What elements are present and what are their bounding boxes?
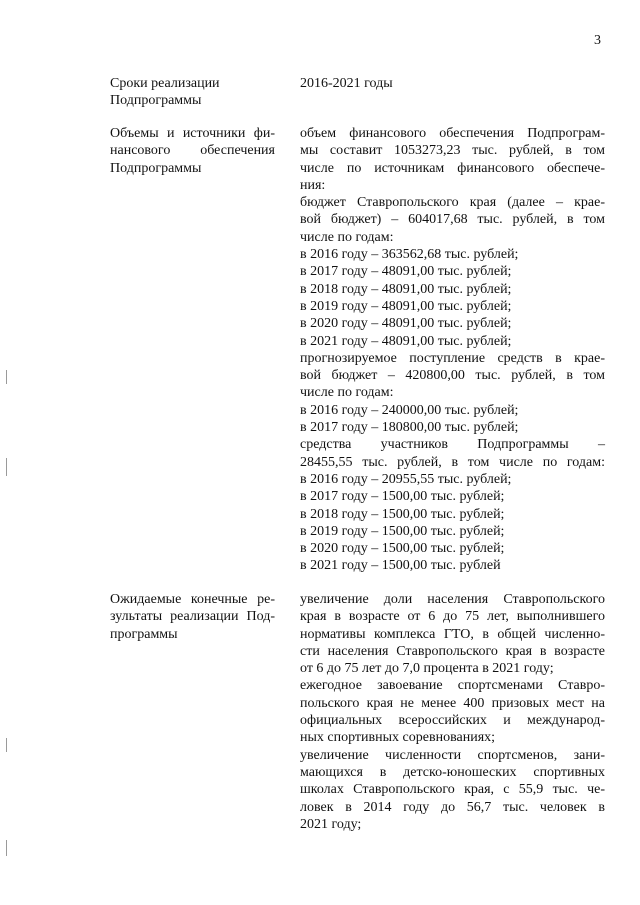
text-line: в 2021 году – 1500,00 тыс. рублей [300,558,501,574]
text-line: нансового обеспечения [110,143,275,159]
text-line: в 2019 году – 1500,00 тыс. рублей; [300,523,505,539]
text-line: объем финансового обеспечения Подпрограм- [300,126,605,141]
text-line: числе по источникам финансового обеспече- [300,160,605,176]
text-line: вой бюджет – 420800,00 тыс. рублей, в том [300,368,605,384]
text-line: мающихся в детско-юношеских спортивных [300,764,605,780]
text-line: 28455,55 тыс. рублей, в том числе по годам: [300,454,605,470]
text-line: польского края не менее 400 призовых мест на [300,695,605,711]
text-line: прогнозируемое поступление средств в крае- [300,350,605,366]
text-line: в 2016 году – 363562,68 тыс. рублей; [300,247,519,263]
text-line: ния: [300,177,326,193]
text-line: от 6 до 75 лет до 7,0 процента в 2021 году; [300,661,554,677]
text-line: в 2021 году – 48091,00 тыс. рублей; [300,333,512,349]
period-value [300,75,605,92]
text-line: в 2016 году – 240000,00 тыс. рублей; [300,402,519,418]
text-line: сти населения Ставропольского края в возрасте [300,643,605,659]
funding-value [300,125,605,575]
text-line: мы составит 1053273,23 тыс. рублей, в том [300,143,605,159]
text-line: в 2017 году – 1500,00 тыс. рублей; [300,489,505,505]
text-line: в 2018 году – 1500,00 тыс. рублей; [300,506,505,522]
page-number: 3 [594,33,601,48]
text-line: числе по годам: [300,229,394,245]
text-line: края в возрасте от 6 до 75 лет, выполнившего [300,609,605,625]
text-line: в 2019 году – 48091,00 тыс. рублей; [300,298,512,314]
results-value [300,591,605,833]
text-line: программы [110,626,178,642]
period-label [110,75,275,110]
text-line: увеличение численности спортсменов, зани- [300,747,605,763]
results-label [110,591,275,643]
text-line: средства участников Подпрограммы – [300,437,605,453]
text-line: Объемы и источники фи- [110,126,275,141]
scan-artifacts [6,370,8,870]
text-line: увеличение доли населения Ставропольского [300,592,605,607]
text-line: в 2017 году – 48091,00 тыс. рублей; [300,264,512,280]
text-line: в 2018 году – 48091,00 тыс. рублей; [300,281,512,297]
text-line: 2016-2021 годы [300,76,393,91]
text-line: 2021 году; [300,816,362,832]
text-line: ловек в 2014 году до 56,7 тыс. человек в [300,799,605,815]
text-line: в 2016 году – 20955,55 тыс. рублей; [300,471,512,487]
text-line: в 2017 году – 180800,00 тыс. рублей; [300,420,519,436]
text-line: Ожидаемые конечные ре- [110,592,275,607]
text-line: в 2020 году – 1500,00 тыс. рублей; [300,541,505,557]
text-line: Подпрограммы [110,160,202,176]
text-line: зультаты реализации Под- [110,609,275,625]
text-line: Подпрограммы [110,93,202,109]
text-line: числе по годам: [300,385,394,401]
text-line: официальных всероссийских и международ- [300,713,605,729]
text-line: бюджет Ставропольского края (далее – крае- [300,195,605,211]
text-line: школах Ставропольского края, с 55,9 тыс. че- [300,782,605,798]
text-line: в 2020 году – 48091,00 тыс. рублей; [300,316,512,332]
funding-label [110,125,275,177]
text-line: нормативы комплекса ГТО, в общей численно- [300,626,605,642]
text-line: Сроки реализации [110,76,220,91]
text-line: вой бюджет) – 604017,68 тыс. рублей, в том [300,212,605,228]
text-line: ежегодное завоевание спортсменами Ставро- [300,678,605,694]
text-line: ных спортивных соревнованиях; [300,730,496,746]
